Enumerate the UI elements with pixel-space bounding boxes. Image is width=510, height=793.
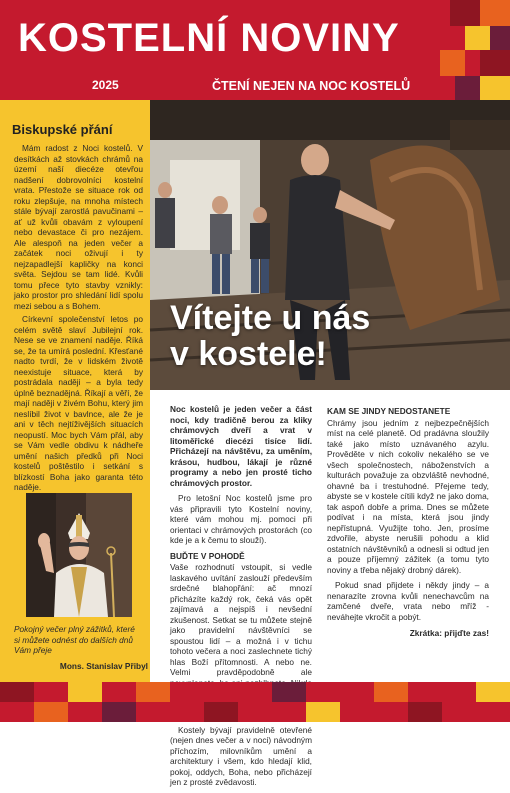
bishop-photo <box>26 493 132 617</box>
decor-square <box>0 682 34 702</box>
decor-square <box>374 682 408 702</box>
decor-square <box>34 702 68 722</box>
bishop-paragraph: Církevní společenství letos po celém světě slaví Jubilejní rok. Nese se ve znamení naděje. Říká se, že ta umírá poslední. Křesťané nadto tvrdí, že v lidském životě neexistuje situace, která by postrádala naději – a byla tedy úplně beznadějná. Říkají a věří, že mají naději v živém Bohu, který jim neslíbil život v bavlnce, ale že je ani v těch nejtíživějších situacích neopustí. Moc bych Vám přál, aby se Vám vedle obdivu k nádheře umění našich předků při Noci kostelů poštěstilo i setkání s blízkostí Boha jako garanta této naděje. <box>14 314 143 492</box>
section-heading: BUĎTE V POHODĚ <box>170 550 245 561</box>
footer-band <box>0 682 510 722</box>
issue-year: 2025 <box>92 78 119 92</box>
decor-square <box>272 682 306 702</box>
decor-square <box>480 50 510 76</box>
closing-line: Zkrátka: přijďte zas! <box>409 628 489 638</box>
decor-square <box>476 682 510 702</box>
article-paragraph: Vaše rozhodnutí vstoupit, si vedle laskavého uvítání zaslouží především srdečné blahopřání: ač mnozí přicházíte každý rok, čeká vás opět zajímavá a nejspíš i nevšední zkušenost. Setkat se tu můžete stejně jako pravidelní návštěvníci se spoustou lidí – a možná i v tichu tohoto večera a noci zaslechnete tichý hlas Boží přítomnosti. A nebo ne. Velmi pravděpodobně ale <box>170 562 312 677</box>
decor-square <box>68 682 102 702</box>
decor-square <box>480 76 510 100</box>
photo-caption: Pokojný večer plný zážitků, které si můžete odnést do dalších dnů Vám přeje <box>14 624 135 655</box>
decor-square <box>136 682 170 702</box>
decor-square <box>465 26 490 50</box>
decor-square <box>480 0 510 26</box>
section-heading: KAM SE JINDY NEDOSTANETE <box>327 406 451 416</box>
masthead <box>0 0 510 100</box>
sidebar-heading: Biskupské přání <box>12 122 113 137</box>
article-column-left <box>170 404 312 793</box>
hero-headline-line: Vítejte u nás <box>170 299 371 337</box>
hero-headline <box>170 300 370 372</box>
decor-square <box>450 0 480 26</box>
article-paragraph: Pokud snad přijdete i někdy jindy – a nenarazíte zrovna kvůli nenechavcům na zamčené dveře, vrata nebo mříž - neváhejte vkročit a pobýt. <box>327 580 489 622</box>
bishop-signature: Mons. Stanislav Přibyl <box>59 661 148 671</box>
hero-headline-line: v kostele! <box>170 335 327 373</box>
article-column-right <box>327 404 489 639</box>
bishop-paragraph: Mám radost z Noci kostelů. V desítkách až stovkách chrámů na území naší diecéze otevřou nadšení dobrovolníci kostelní vrata. Přestože se situace rok od roku zlepšuje, na mnoha místech stále bývají zarostlá pavučinami – ať už kvůli obavám z vyloupení nebo devastace či pro nezájem. Ale alespoň na jeden večer a začátek noci oživují i ty nejzapadlejší kapličky na konci světa. Sejdou se tam lidé. Kvůli tomu přece tyto stavby vznikly: jako prostor pro shledání lidí spolu mezi sebou a s Bohem. <box>14 143 143 311</box>
article-intro: Pro letošní Noc kostelů jsme pro vás připravili tyto Kostelní noviny, které vám mohou mj. pomoci při orientaci v chrámových prostorách (co kde je a k čemu to slouží). <box>170 493 312 545</box>
article-paragraph: Kostely bývají pravidelně otevřené (nejen dnes večer a v noci) návodným příchozím, milovníkům umění a architektury i všem, kdo hledají klid, pokoj, oddych, Boha, nebo přicházejí jen z prosté zvědavosti. <box>170 724 312 787</box>
decor-square <box>102 702 136 722</box>
decor-square <box>455 76 480 100</box>
decor-square <box>408 702 442 722</box>
newspaper-title: KOSTELNÍ NOVINY <box>18 16 400 60</box>
newspaper-subtitle: ČTENÍ NEJEN NA NOC KOSTELŮ <box>212 79 411 93</box>
decor-square <box>306 702 340 722</box>
article-lead: Noc kostelů je jeden večer a část noci, kdy tradičně berou za kliky chrámových dveří a vrat v litoměřické diecézi tisíce lidí. Přicházejí na návštěvu, za uměním, krásou, hudbou, lákají je různé programy a nebo jen prosté ticho chrámových prostor. <box>170 404 312 488</box>
decor-square <box>440 50 465 76</box>
bishop-message <box>14 143 143 496</box>
article-paragraph: Chrámy jsou jedním z nejbezpečnějších míst na celé planetě. Od pradávna sloužily také jako místo uznávaného azylu. Prověděte v nich cokoliv nekalého se ve všech společnostech, náboženstvích a kulturách považuje za obzvláště nevhodné, ohavné ba i trestuhodné. Přejeme tedy, abyste se v kostele cítili když ne jako doma, tak aspoň dobře a prima. Dnes se můžete podívat i na místa, která jsou jindy nepřístupná. Využijte toho. Jen, prosíme zdvořile, abyste nerušili pohodu a klid ostatních návštěvníků a odnesli si odtud jen a pouze příjemný zážitek (a tomu tyto noviny a třeba nějaký drobný dárek). <box>327 417 489 575</box>
decor-square <box>490 26 510 50</box>
decor-square <box>204 702 238 722</box>
